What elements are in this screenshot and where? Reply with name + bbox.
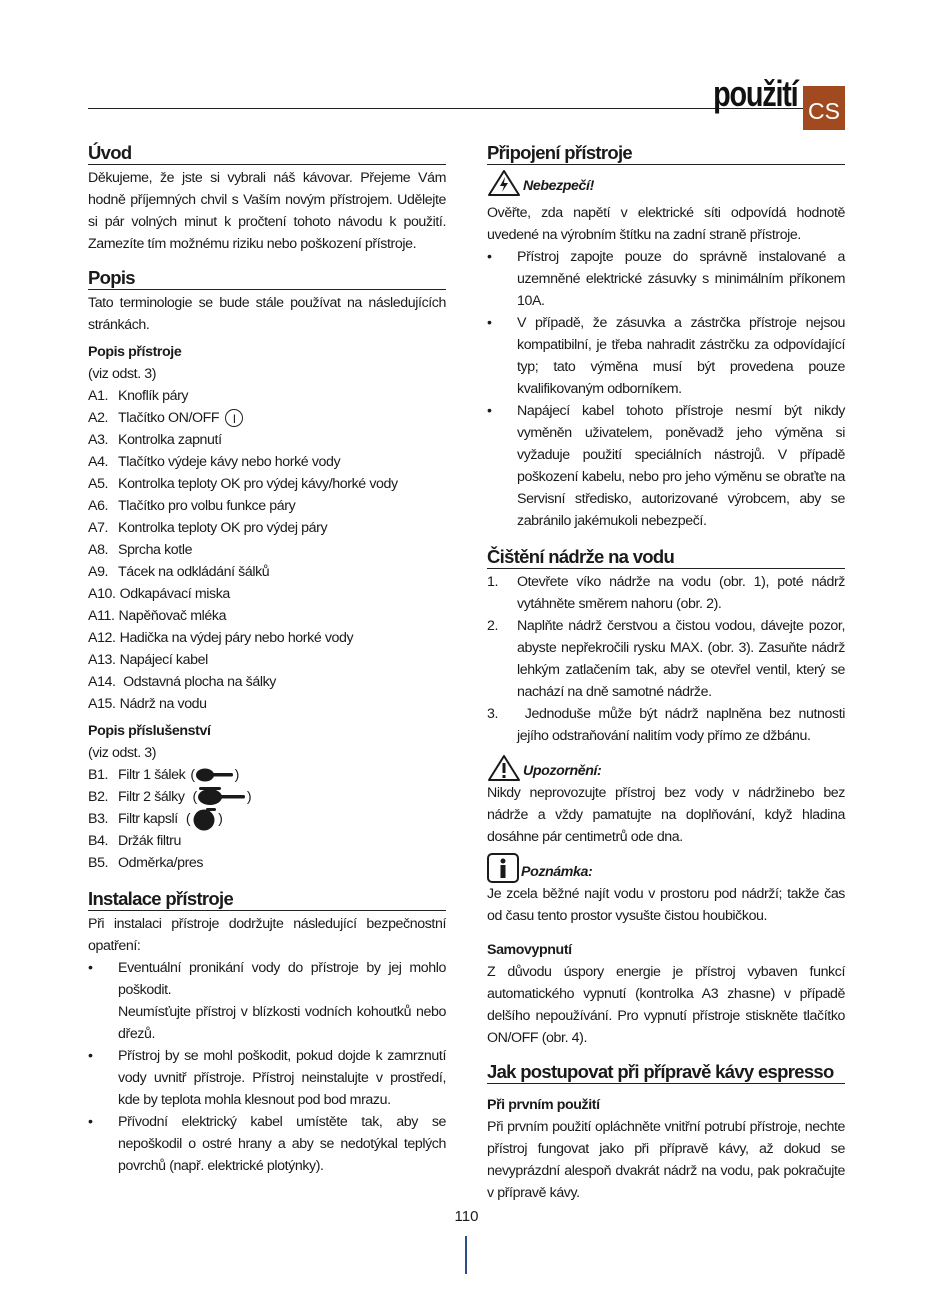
list-item: A1. Knoflík páry xyxy=(88,388,189,404)
list-item: A5. Kontrolka teploty OK pro výdej kávy/horké vody xyxy=(88,476,398,492)
list-item: • Přístroj zapojte pouze do správně instalované a uzemněné elektrické zásuvky s minimálním příkonem 10A. xyxy=(487,246,845,312)
info-text: Je zcela běžné najít vodu v prostoru pod nádrží; takže čas od času tento prostor vysušte čistou houbičkou. xyxy=(487,886,845,924)
list-item: B1. Filtr 1 šálek ( ) xyxy=(88,767,239,783)
pripojeni-text: Ověřte, zda napětí v elektrické síti odpovídá hodnotě uvedené na výrobním štítku na zadní straně přístroje. xyxy=(487,205,845,243)
device-description-heading: Popis přístroje xyxy=(88,344,182,360)
header-rule xyxy=(88,108,806,109)
list-item: A10. Odkapávací miska xyxy=(88,586,230,602)
pripojeni-bullets xyxy=(487,246,845,532)
language-badge: CS xyxy=(803,86,845,130)
danger-note-header xyxy=(487,167,845,197)
info-label: Poznámka: xyxy=(521,864,593,880)
list-item: A11. Napěňovač mléka xyxy=(88,608,227,624)
filter-2-cups-icon xyxy=(197,787,247,807)
filter-1-cup-icon xyxy=(195,768,235,782)
component-list xyxy=(88,385,446,715)
list-item: 2. Naplňte nádrž čerstvou a čistou vodou, dávejte pozor, abyste nepřekročili rysku MAX. (obr. 3). Zasuňte nádrž lehkým zatlačením tak, aby se otevřel ventil, který se nachází na dně samotné nádrže. xyxy=(487,618,845,700)
accessory-description-heading: Popis příslušenství xyxy=(88,723,211,739)
samovypnuti-text: Z důvodu úspory energie je přístroj vybaven funkcí automatického vypnutí (kontrolka A3 zhasne) v případě delšího nepoužívání. Pro vypnutí přístroje stiskněte tlačítko ON/OFF (obr. 4). xyxy=(487,964,845,1046)
popis-text: Tato terminologie se bude stále používat na následujících stránkách. xyxy=(88,295,446,333)
section-heading-espresso: Jak postupovat při přípravě kávy espresso xyxy=(487,1061,845,1084)
power-icon: I xyxy=(225,409,243,427)
page-section-title: použití xyxy=(712,73,797,114)
danger-label: Nebezpečí! xyxy=(523,178,594,194)
list-item: • Napájecí kabel tohoto přístroje nesmí být nikdy vyměněn uživatelem, poněvadž jeho výměna si vyžaduje použití speciálních nástrojů. V případě poškození kabelu, nebo pro jeho výměnu se obraťte na Servisní středisko, autorizované výrobcem, aby se zabránilo jakémukoli nebezpečí. xyxy=(487,400,845,532)
warning-note-header xyxy=(487,752,845,782)
list-item: A3. Kontrolka zapnutí xyxy=(88,432,222,448)
list-item: A15. Nádrž na vodu xyxy=(88,696,207,712)
first-use-heading: Při prvním použití xyxy=(487,1097,600,1113)
list-item: B5. Odměrka/pres xyxy=(88,855,204,871)
list-item: A4. Tlačítko výdeje kávy nebo horké vody xyxy=(88,454,341,470)
list-item: A6. Tlačítko pro volbu funkce páry xyxy=(88,498,296,514)
list-item: B3. Filtr kapslí ( ) xyxy=(88,808,446,830)
accessory-list xyxy=(88,764,446,874)
page-marker-bar xyxy=(465,1236,467,1274)
list-item: A8. Sprcha kotle xyxy=(88,542,193,558)
instalace-intro: Při instalaci přístroje dodržujte následující bezpečnostní opatření: xyxy=(88,916,446,954)
section-heading-instalace: Instalace přístroje xyxy=(88,888,446,911)
accessory-ref: (viz odst. 3) xyxy=(88,745,157,761)
uvod-text: Děkujeme, že jste si vybrali náš kávovar. Přejeme Vám hodně příjemných chvil s Vaším novým přístrojem. Udělejte si pár volných minut k pročtení tohoto návodu k použití. Zamezíte tím možnému riziku nebo poškození přístroje. xyxy=(88,170,446,252)
samovypnuti-heading: Samovypnutí xyxy=(487,942,572,958)
section-heading-uvod: Úvod xyxy=(88,142,446,165)
first-use-text: Při prvním použití opláchněte vnitřní potrubí přístroje, nechte přístroj fungovat jako při přípravě kávy, až dokud se nevyprázdní alespoň dvakrát nádrž na vodu, pak pokračujte v přípravě kávy. xyxy=(487,1119,845,1201)
warning-label: Upozornění: xyxy=(523,763,602,779)
list-item: A14. Odstavná plocha na šálky xyxy=(88,674,276,690)
list-item: • V případě, že zásuvka a zástrčka přístroje nejsou kompatibilní, je třeba nahradit zástrčku za odpovídající typ; tato výměna musí být provedena pouze kvalifikovaným odborníkem. xyxy=(487,312,845,400)
instalace-bullets xyxy=(88,957,446,1177)
right-column xyxy=(487,142,849,1204)
list-item: • Eventuální pronikání vody do přístroje by jej mohlo poškodit. Neumísťujte přístroj v blízkosti vodních kohoutků nebo dřezů. xyxy=(88,957,446,1045)
warning-text: Nikdy neprovozujte přístroj bez vody v nádržinebo bez nádrže a vždy pamatujte na doplňování, když hladina dosáhne pár centimetrů ode dna. xyxy=(487,785,845,845)
section-heading-pripojeni: Připojení přístroje xyxy=(487,142,845,165)
capsule-filter-icon xyxy=(190,807,218,831)
info-note-header xyxy=(487,853,845,883)
list-item: • Přívodní elektrický kabel umístěte tak, aby se nepoškodil o ostré hrany a aby se nedotýkal teplých povrchů (např. elektrické plotýnky). xyxy=(88,1111,446,1177)
warning-icon xyxy=(487,754,521,782)
list-item: A12. Hadička na výdej páry nebo horké vody xyxy=(88,630,354,646)
device-ref: (viz odst. 3) xyxy=(88,366,157,382)
list-item: 1. Otevřete víko nádrže na vodu (obr. 1), poté nádrž vytáhněte směrem nahoru (obr. 2). xyxy=(487,574,845,612)
section-heading-cisteni: Čištění nádrže na vodu xyxy=(487,546,845,569)
left-column xyxy=(88,142,446,1177)
page-number: 110 xyxy=(454,1208,479,1225)
list-item: A13. Napájecí kabel xyxy=(88,652,208,668)
cisteni-steps xyxy=(487,571,849,747)
info-icon xyxy=(487,853,519,883)
list-item: A2. Tlačítko ON/OFF I xyxy=(88,407,446,429)
list-item: A7. Kontrolka teploty OK pro výdej páry xyxy=(88,520,328,536)
list-item: 3. Jednoduše může být nádrž naplněna bez nutnosti jejího odstraňování nalitím vody přímo ze džbánu. xyxy=(487,706,849,744)
list-item: • Přístroj by se mohl poškodit, pokud dojde k zamrznutí vody uvnitř přístroje. Přístroj neinstalujte v prostředí, kde by teplota mohla klesnout pod bod mrazu. xyxy=(88,1045,446,1111)
section-heading-popis: Popis xyxy=(88,267,446,290)
list-item: A9. Tácek na odkládání šálků xyxy=(88,564,270,580)
list-item: B2. Filtr 2 šálky ( ) xyxy=(88,789,252,805)
list-item: B4. Držák filtru xyxy=(88,833,181,849)
danger-warning-icon xyxy=(487,169,521,197)
